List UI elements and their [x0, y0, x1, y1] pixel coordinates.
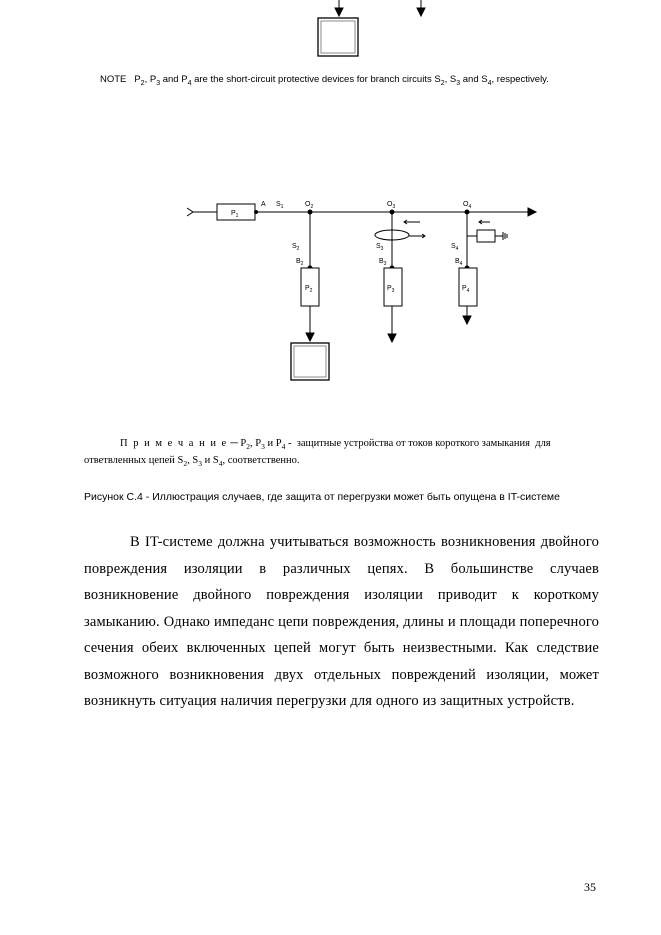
circuit-diagram: [0, 0, 661, 420]
p2-device-box: [301, 268, 319, 306]
bus-arrow-head: [528, 208, 536, 216]
label-s3: $S_3$: [376, 243, 384, 252]
label-o2: $O_2$: [305, 201, 314, 210]
note-en-text: $P_2$, $P_3$ and $P_4$ are the short-circuit protective devices for branch circuits $S_2$, $S_3$ and $S_4$, respectively.: [134, 74, 549, 87]
label-p1: $P_1$: [231, 210, 239, 219]
note-ru-text: ─ $P_2$, $P_3$ и $P_4$ - защитные устройства от токов короткого замыкания для ответвленных цепей $S_2$, $S_3$ и $S_4$, соответственно.: [84, 438, 551, 469]
input-arrow: [187, 208, 193, 216]
label-s4: $S_4$: [451, 243, 459, 252]
page-number: 35: [584, 880, 596, 894]
label-a: A: [261, 201, 266, 208]
note-en-prefix: NOTE: [100, 74, 127, 85]
label-b2: $B_2$: [296, 258, 304, 267]
load-box: [291, 343, 329, 380]
label-b4: $B_4$: [455, 258, 463, 267]
label-b3: $B_3$: [379, 258, 387, 267]
label-p2: $P_2$: [305, 285, 313, 294]
note-russian: [84, 437, 600, 471]
body-paragraph: В IT-системе должна учитываться возможность возникновения двойного повреждения изоляции в различных цепях. В большинстве случаев возникновение двойного повреждения изоляции приводит к короткому замыканию. Однако импеданс цепи повреждения, длины и площади поперечного сечения обеих включенных цепей могут быть неизвестными. Как следствие возможного возникновения двух отдельных повреждений изоляции, может возникнуть ситуация наличия перегрузки для одного из защитных устройств.: [84, 534, 599, 709]
label-o4: $O_4$: [463, 201, 472, 210]
figure-caption: Рисунок С.4 - Иллюстрация случаев, где защита от перегрузки может быть опущена в IT-системе: [84, 491, 560, 503]
label-p4: $P_4$: [462, 285, 470, 294]
label-s2: $S_2$: [292, 243, 300, 252]
note-ru-label: П р и м е ч а н и е: [120, 438, 228, 449]
label-o3: $O_3$: [387, 201, 396, 210]
label-p3: $P_3$: [387, 285, 395, 294]
label-s1: $S_1$: [276, 201, 284, 210]
fault-impedance-box: [477, 230, 495, 242]
